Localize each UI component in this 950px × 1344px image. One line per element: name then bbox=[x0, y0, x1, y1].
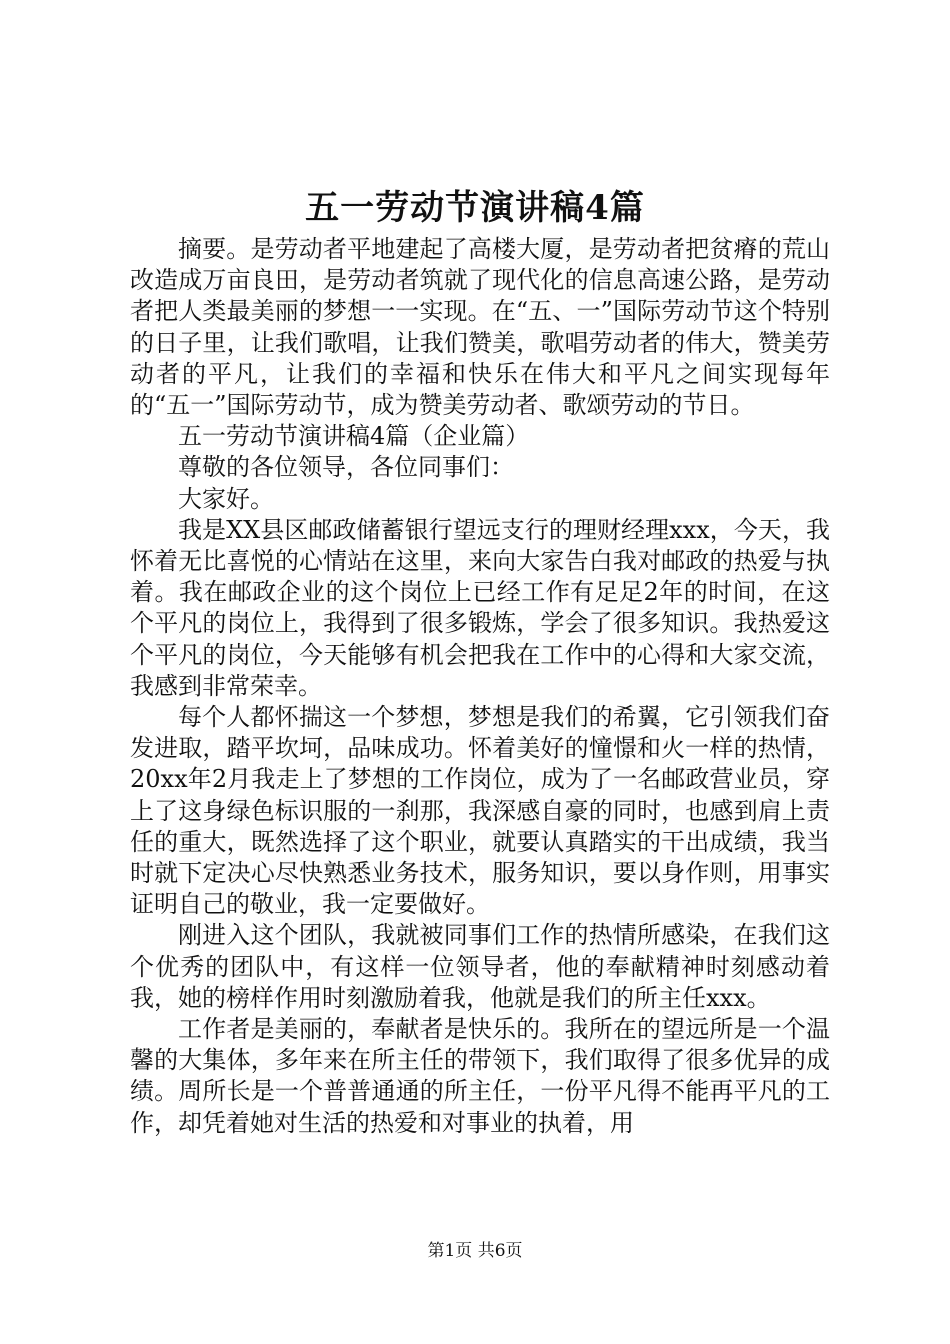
paragraph-salutation: 尊敬的各位领导，各位同事们： bbox=[178, 453, 514, 482]
page-number-footer: 第1页 共6页 bbox=[427, 1241, 523, 1261]
paragraph-abstract: 摘要。是劳动者平地建起了高楼大厦，是劳动者把贫瘠的荒山改造成万亩良田，是劳动者筑就了现代化的信息高速公路，是劳动者把人类最美丽的梦想一一实现。在“五、一”国际劳动节这个特别的日子里，让我们歌唱，让我们赞美，歌唱劳动者的伟大，赞美劳动者的平凡，让我们的幸福和快乐在伟大和平凡之间实现每年的“五一”国际劳动节，成为赞美劳动者、歌颂劳动的节日。 bbox=[130, 235, 830, 420]
paragraph-dream: 每个人都怀揣这一个梦想，梦想是我们的希翼，它引领我们奋发进取，踏平坎坷，品味成功。怀着美好的憧憬和火一样的热情，20xx年2月我走上了梦想的工作岗位，成为了一名邮政营业员，穿上了这身绿色标识服的一刹那，我深感自豪的同时，也感到肩上责任的重大，既然选择了这个职业，就要认真踏实的干出成绩，我当时就下定决心尽快熟悉业务技术，服务知识，要以身作则，用事实证明自己的敬业，我一定要做好。 bbox=[130, 703, 830, 919]
paragraph-workers: 工作者是美丽的，奉献者是快乐的。我所在的望远所是一个温馨的大集体，多年来在所主任的带领下，我们取得了很多优异的成绩。周所长是一个普普通通的所主任，一份平凡得不能再平凡的工作，却凭着她对生活的热爱和对事业的执着，用 bbox=[130, 1015, 830, 1137]
document-title: 五一劳动节演讲稿4篇 bbox=[305, 188, 645, 228]
paragraph-subtitle: 五一劳动节演讲稿4篇（企业篇） bbox=[178, 422, 530, 451]
paragraph-introduction: 我是XX县区邮政储蓄银行望远支行的理财经理xxx，今天，我怀着无比喜悦的心情站在这里，来向大家告白我对邮政的热爱与执着。我在邮政企业的这个岗位上已经工作有足足2年的时间，在这个平凡的岗位上，我得到了很多锻炼，学会了很多知识。我热爱这个平凡的岗位，今天能够有机会把我在工作中的心得和大家交流，我感到非常荣幸。 bbox=[130, 515, 830, 700]
paragraph-greeting: 大家好。 bbox=[178, 484, 274, 513]
paragraph-team: 刚进入这个团队，我就被同事们工作的热情所感染，在我们这个优秀的团队中，有这样一位领导者，他的奉献精神时刻感动着我，她的榜样作用时刻激励着我，他就是我们的所主任xxx。 bbox=[130, 921, 830, 1012]
document-body bbox=[130, 234, 830, 1139]
